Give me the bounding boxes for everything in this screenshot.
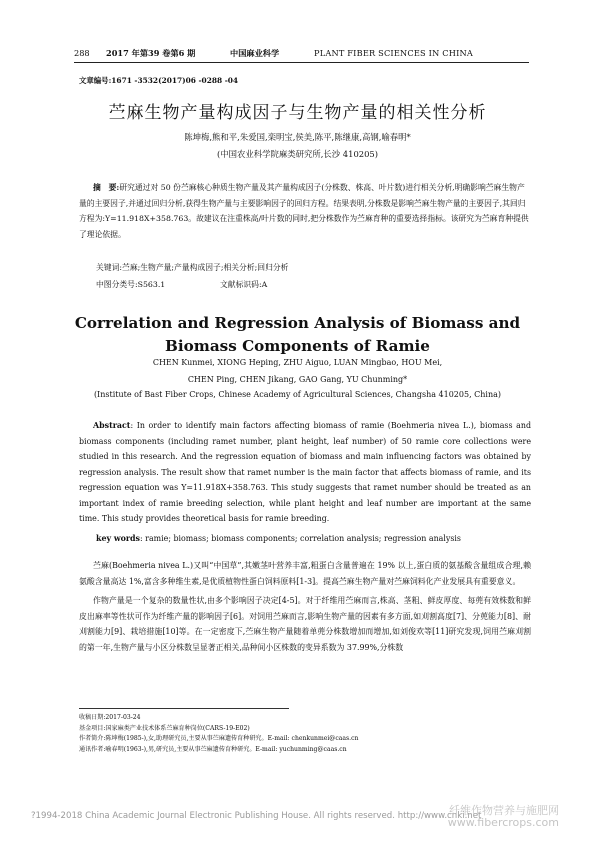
footnote-first-author: 作者简介:陈坤梅(1985-),女,助理研究员,主要从事苎麻遗传育种研究。E-mail: chenkunmei@caas.cn xyxy=(79,735,359,743)
keywords-en-label: key words xyxy=(96,534,140,543)
footnotes xyxy=(79,713,531,756)
footnote-corresponding: 通讯作者:喻春明(1963-),男,研究员,主要从事苎麻遗传育种研究。E-mail: yuchunming@caas.cn xyxy=(79,746,347,754)
title-en xyxy=(0,312,595,357)
site-watermark xyxy=(448,805,559,829)
issue-info: 2017 年第39 卷第6 期 xyxy=(106,48,196,58)
institution-cn: (中国农业科学院麻类研究所,长沙 410205) xyxy=(216,149,379,159)
title-cn: 苎麻生物产量构成因子与生物产量的相关性分析 xyxy=(108,103,487,123)
authors-en xyxy=(0,355,595,388)
copyright-line: ?1994-2018 China Academic Journal Electronic Publishing House. All rights reserved. http://www.cnki.net xyxy=(31,811,482,821)
body-paragraph-2: 作物产量是一个复杂的数量性状,由多个影响因子决定[4-5]。对于纤维用苎麻而言,株高、茎粗、鲜皮厚度、每蔸有效株数和鲜皮出麻率等性状可作为纤维产量的影响因子[6]。对饲用苎麻而言,影响生物产量的因素有多方面,如刈割高度[7]、分蔸能力[8]、耐刈割能力[9]、栽培措施[10]等。在一定密度下,苎麻生物产量随着单蔸分株数增加而增加,如刘俊欢等[11]研究发现,饲用苎麻刈割的第一年,生物产量与小区分株数呈显著正相关,品种间小区株数的变异系数为 37.99%,分株数 xyxy=(79,596,531,652)
institution-en: (Institute of Bast Fiber Crops, Chinese Academy of Agricultural Sciences, Changsha 410205, China) xyxy=(93,390,502,399)
abstract-cn-label: 摘 要: xyxy=(93,183,120,192)
body-paragraph-1: 苎麻(Boehmeria nivea L.)又叫“中国草”,其嫩茎叶营养丰富,粗蛋白含量普遍在 19% 以上,蛋白质的氨基酸含量组成合理,赖氨酸含量高达 1%,富含多种维生素,是优质植物性蛋白饲料原料[1-3]。提高苎麻生物产量对苎麻饲料化产业发展具有重要意义。 xyxy=(79,561,531,586)
keywords-en-text: : ramie; biomass; biomass components; correlation analysis; regression analysis xyxy=(140,534,461,543)
clc-number: 中图分类号:S563.1 xyxy=(96,280,166,289)
abstract-en-text: : In order to identify main factors affecting biomass of ramie (Boehmeria nivea L.), biomass and biomass components (including ramet number, plant height, leaf number) of 50 ramie core collections were studied in this research. And the regression equation of biomass and main influencing factors was obtained by regression analysis. The result show that ramet number is the main factor that affects biomass of ramie, and its regression equation was Y=11.918X+358.763. This study suggests that ramet number should be treated as an important index of ramie breeding selection, while plant height and leaf number are important at the same time. This study provides theoretical basis for ramie breeding. xyxy=(79,421,531,523)
abstract-en-label: Abstract xyxy=(93,421,131,430)
abstract-en xyxy=(79,418,531,527)
footnote-received: 收稿日期:2017-03-24 xyxy=(79,714,141,721)
title-en-line2: Biomass Components of Ramie xyxy=(165,336,430,355)
keywords-cn: 关键词:苎麻;生物产量;产量构成因子;相关分析;回归分析 xyxy=(96,263,289,272)
title-en-line1: Correlation and Regression Analysis of Biomass and xyxy=(74,314,521,332)
header-rule xyxy=(74,62,529,63)
authors-cn: 陈坤梅,熊和平,朱爱国,栾明宝,侯美,陈平,陈继康,高钢,喻春明* xyxy=(184,132,411,142)
authors-en-line1: CHEN Kunmei, XIONG Heping, ZHU Aiguo, LUAN Mingbao, HOU Mei, xyxy=(152,358,443,367)
footnote-rule xyxy=(79,708,289,709)
article-number: 文章编号:1671 -3532(2017)06 -0288 -04 xyxy=(79,76,239,85)
abstract-cn-text: 研究通过对 50 份苎麻核心种质生物产量及其产量构成因子(分株数、株高、叶片数)进行相关分析,明确影响苎麻生物产量的主要因子,并通过回归分析,获得生物产量与主要影响因子的回归方程。结果表明,分株数是影响苎麻生物产量的主要因子,其回归方程为:Y=11.918X+358.763。故建议在注重株高/叶片数的同时,把分株数作为苎麻育种的重要选择指标。该研究为苎麻育种提供了理论依据。 xyxy=(79,183,529,240)
journal-name-en: PLANT FIBER SCIENCES IN CHINA xyxy=(314,48,473,58)
journal-name-cn: 中国麻业科学 xyxy=(230,48,280,58)
footnote-fund: 基金项目:国家麻类产业技术体系苎麻育种岗位(CARS-19-E02) xyxy=(79,724,250,732)
watermark-line2: www.fibercrops.com xyxy=(447,816,559,829)
keywords-en xyxy=(96,534,461,543)
abstract-cn xyxy=(79,180,531,243)
document-code: 文献标识码:A xyxy=(220,280,268,289)
body-text xyxy=(79,558,531,660)
watermark-line1: 纤维作物营养与施肥网 xyxy=(449,804,559,817)
page-number: 288 xyxy=(74,48,90,58)
running-header xyxy=(74,48,529,64)
authors-en-line2: CHEN Ping, CHEN Jikang, GAO Gang, YU Chunming* xyxy=(187,374,408,384)
